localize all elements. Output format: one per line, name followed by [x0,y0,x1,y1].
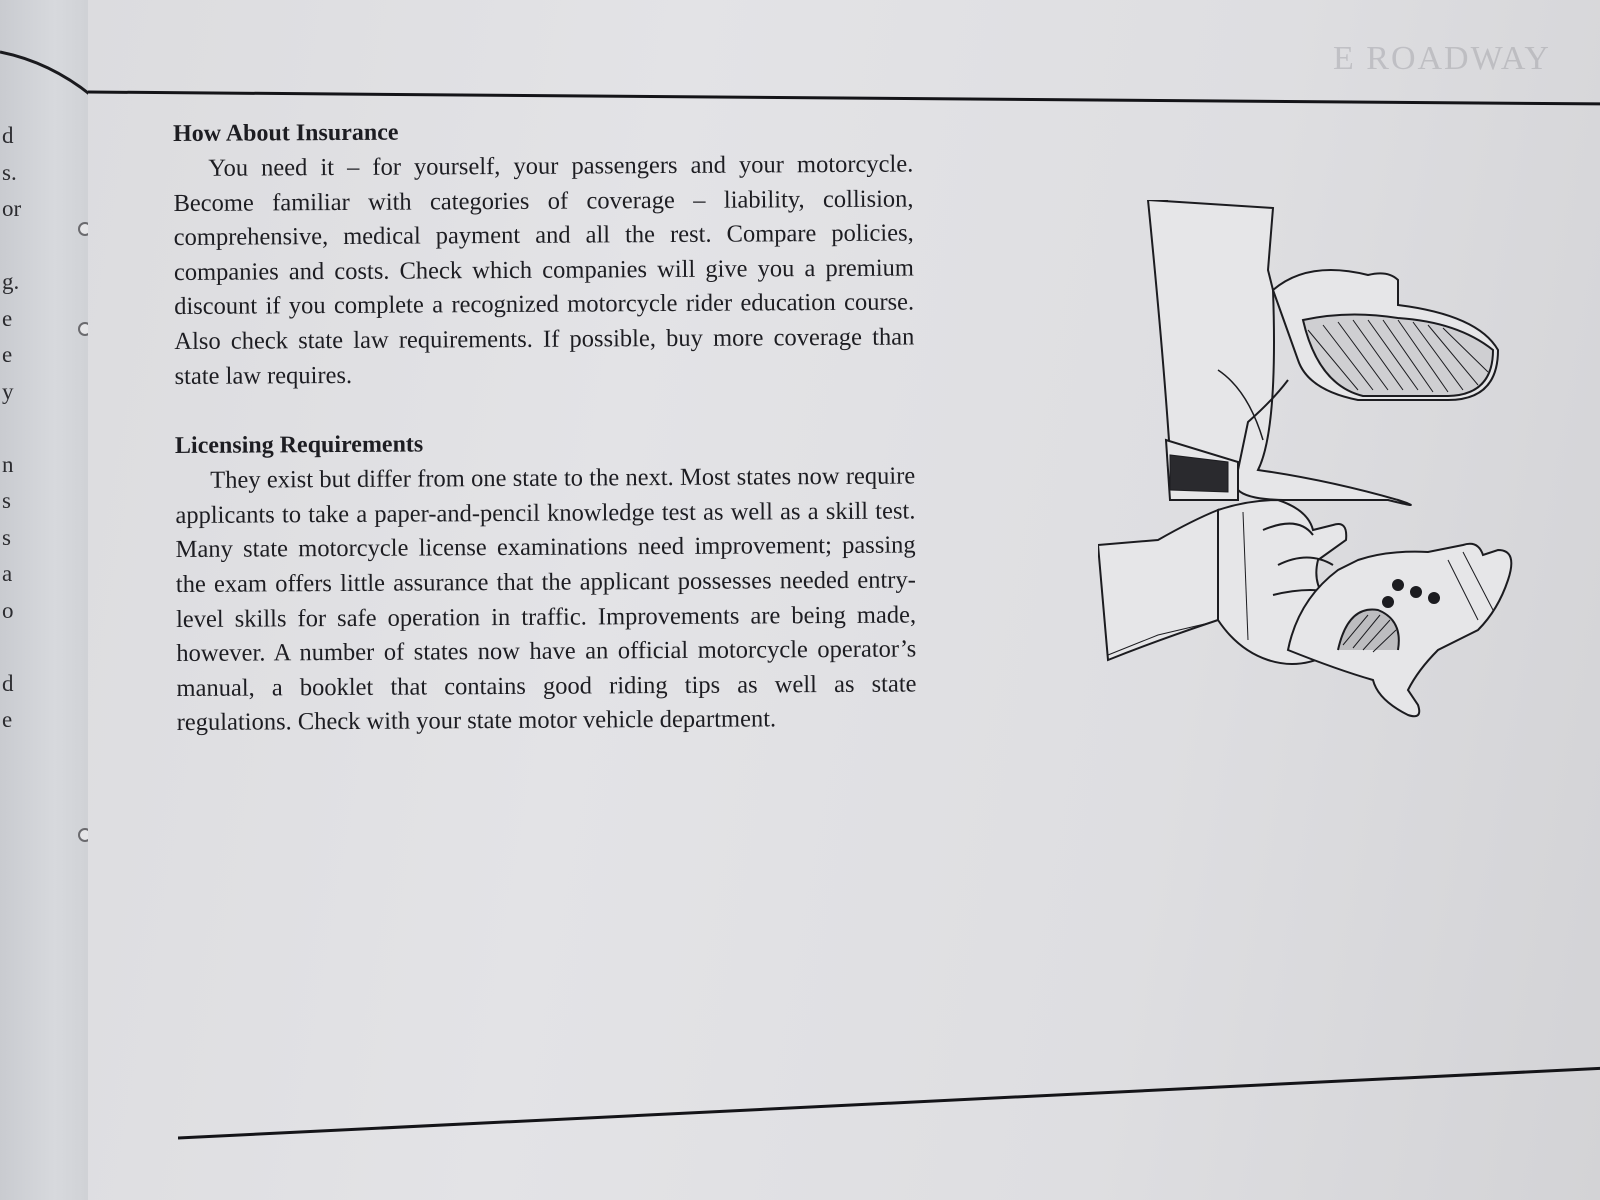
left-page-fragment: s [2,488,11,513]
right-page [88,0,1600,1200]
left-page-fragment: y [2,378,14,404]
left-page-fragment: d [2,123,14,148]
left-page-fragment [2,228,42,265]
left-page-fragment: a [2,561,13,586]
boot-and-gloves-drawing-icon [1098,200,1598,740]
left-page-fragment: or [2,196,22,221]
licensing-section [175,426,917,741]
left-page-fragment: d [2,670,14,696]
boot-icon [1148,200,1498,505]
left-page-text-fragments [2,118,42,739]
text-column [173,113,917,740]
insurance-section [173,113,915,394]
left-page-fragment: g. [2,269,20,294]
insurance-heading: How About Insurance [173,119,399,147]
licensing-paragraph: They exist but differ from one state to the next. Most states now require applicants to take a paper-and-pencil knowledge test as well as a skill test. Many state motorcycle license examinations need improvement; passing the exam offers little assurance that the applicant possesses needed entry-level skills for safe operation in traffic. Improvements are being made, however. A number of states now have an official motorcycle operator’s manual, a booklet that contains good riding tips as well as state regulations. Check with your state motor vehicle department. [175,462,917,737]
left-page-fragment: s [2,524,11,550]
left-page-fragment: e [2,342,13,367]
left-page-fragment [2,410,42,447]
licensing-heading: Licensing Requirements [174,431,424,460]
left-page-fragment: e [2,707,13,732]
left-page-fragment [2,629,42,666]
glove-icon [1288,544,1511,717]
top-rule [88,84,1600,114]
left-page-fragment: n [2,451,14,477]
previous-page-edge [0,0,93,1200]
left-page-rule [0,40,92,100]
insurance-paragraph: You need it – for yourself, your passengers and your motorcycle. Become familiar with categories of coverage – liability, collision, comprehensive, medical payment and all the rest. Compare policies, companies and costs. Check which companies will give you a premium discount if you complete a recognized motorcycle rider education course. Also check state law requirements. If possible, buy more coverage than state law requires. [173,150,915,390]
left-page-fragment: o [2,597,14,623]
bleed-through-header: E ROADWAY [1333,40,1551,77]
left-page-fragment: e [2,305,13,331]
left-page-fragment: s. [2,159,17,185]
bottom-rule [178,1060,1600,1160]
